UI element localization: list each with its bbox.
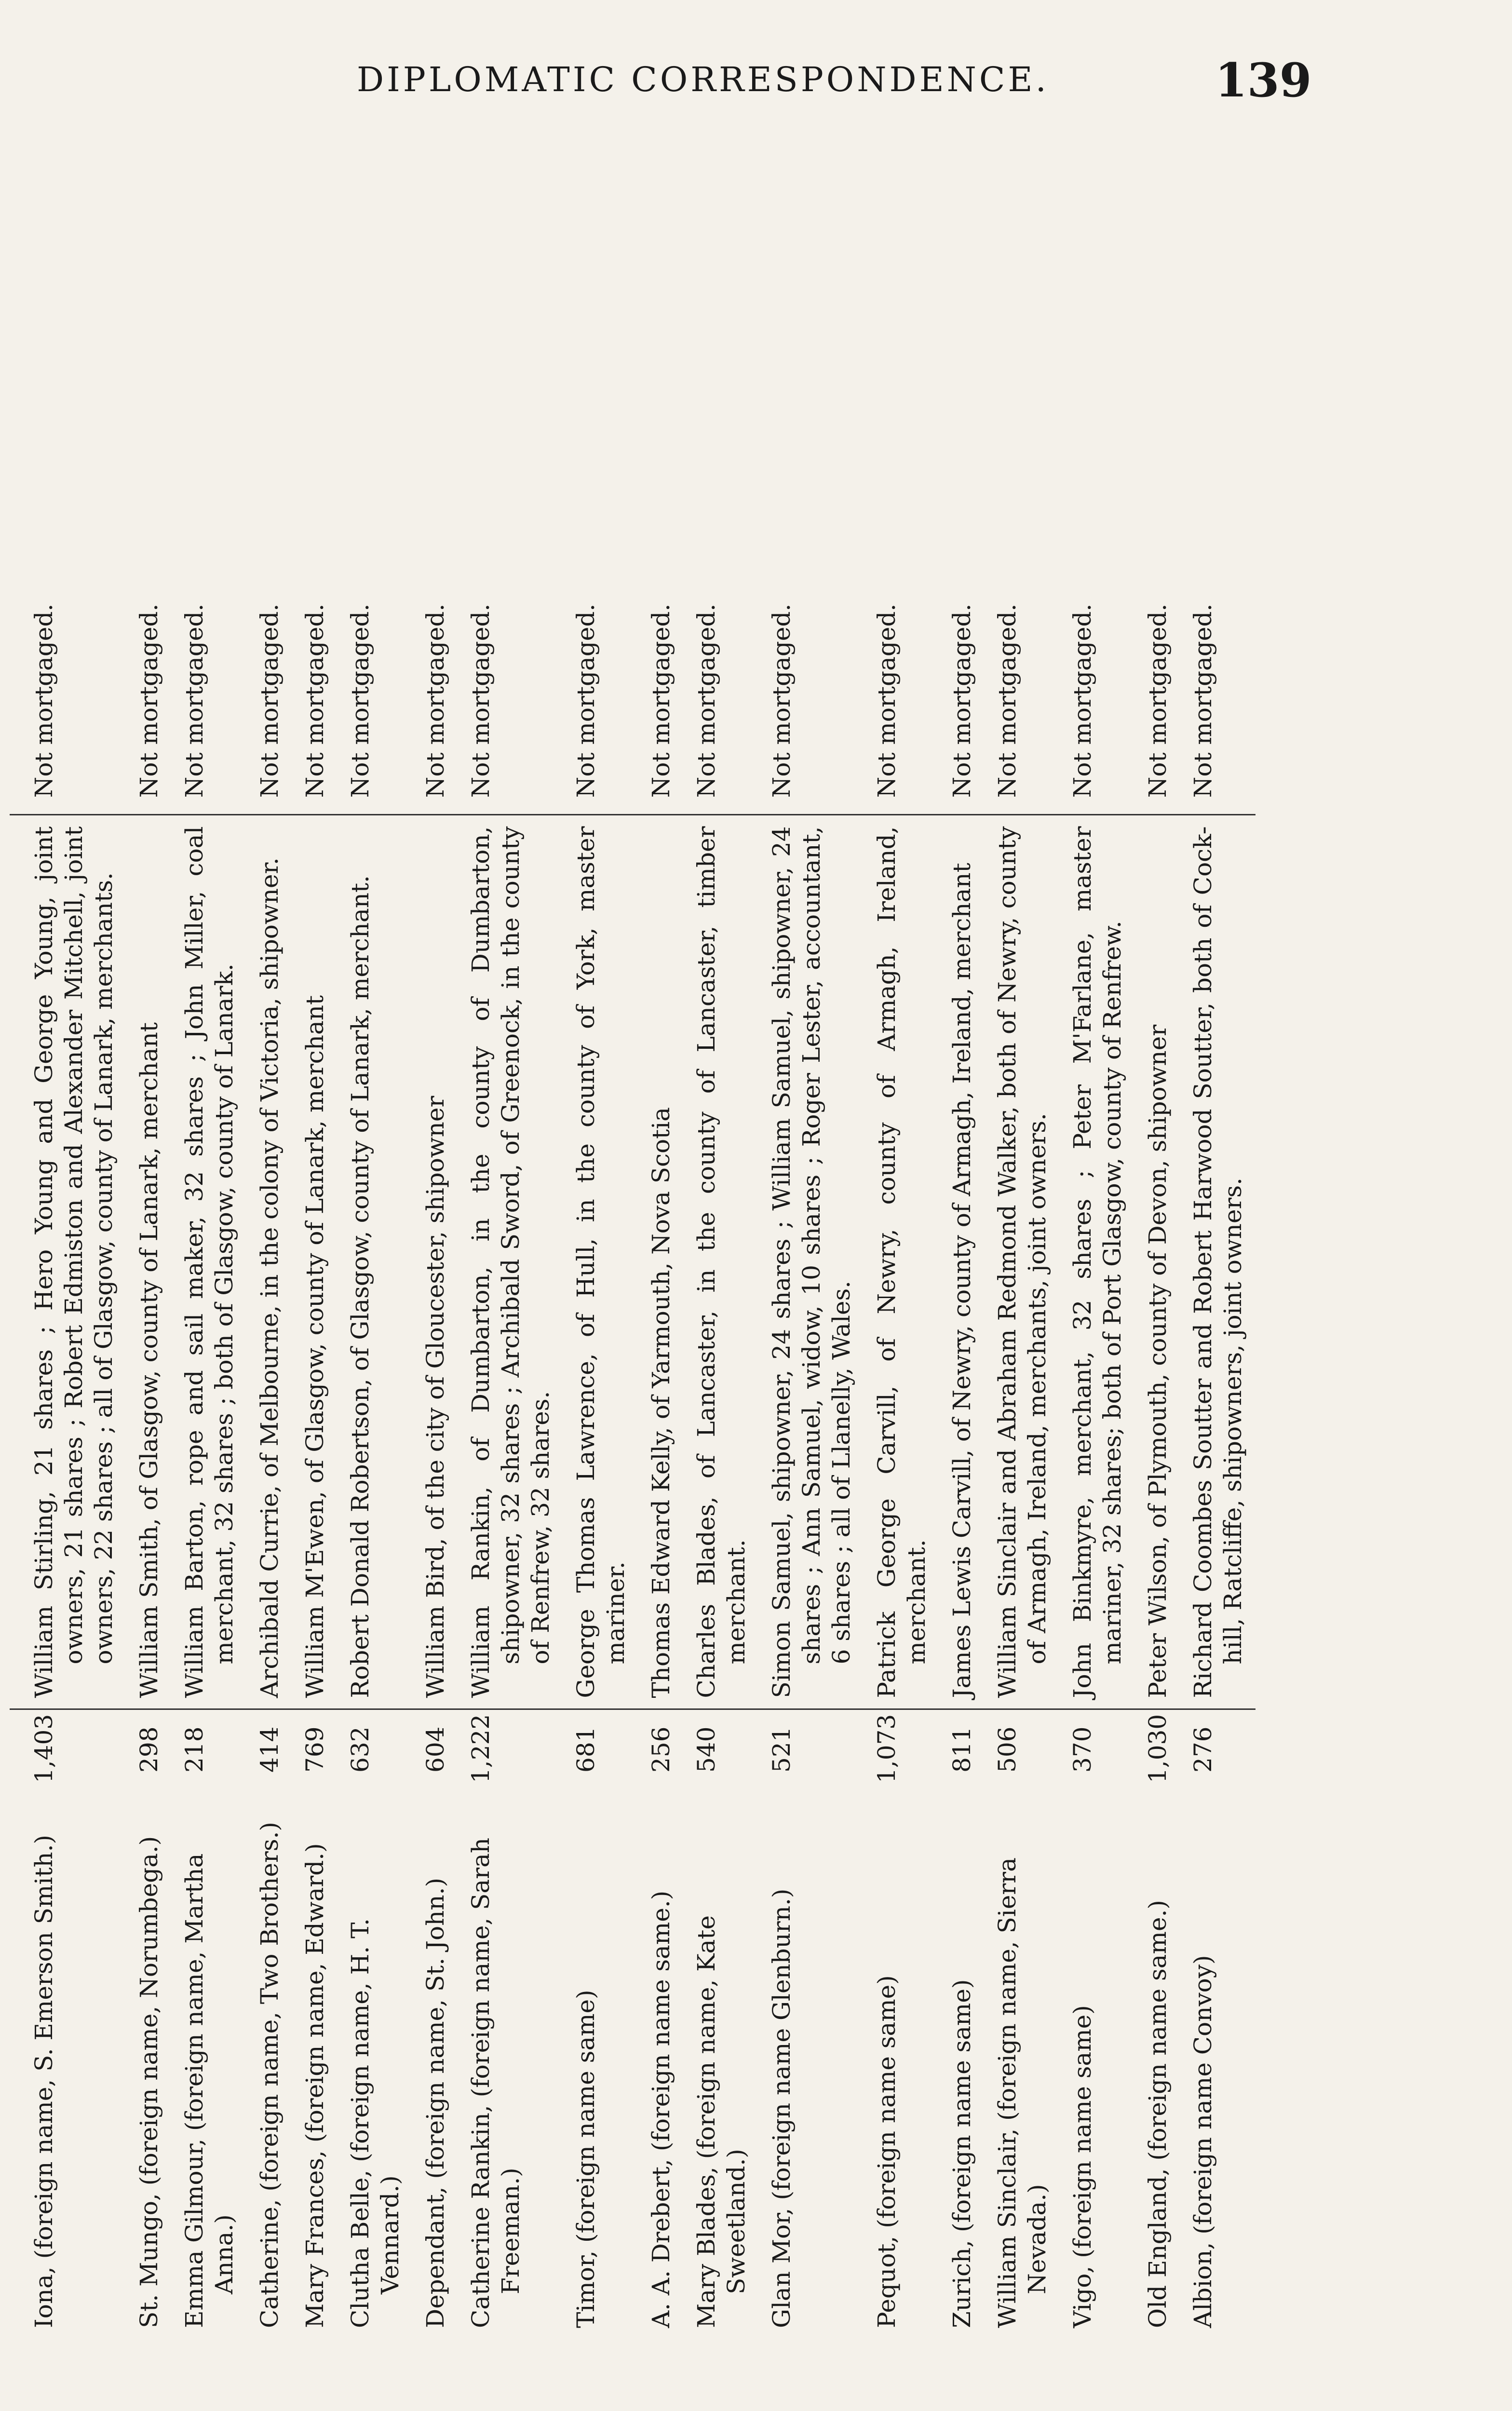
page-header xyxy=(0,53,1512,111)
table-row xyxy=(563,506,638,2339)
owners: Simon Samuel, shipowner, 24 shares ; William Samuel, shipowner, 24 shares ; Ann Samuel, widow, 10 shares ; Roger Lester, accountant, 6 shares ; all of Llanelly, Wales. xyxy=(768,826,855,1698)
owners-cell xyxy=(247,815,292,1709)
vessel-name-cell xyxy=(684,1794,759,2339)
table-row xyxy=(1180,506,1256,2339)
vessel-name-cell xyxy=(563,1794,638,2339)
tonnage: 414 xyxy=(256,1726,284,1773)
vessel-name-cell xyxy=(638,1794,684,2339)
vessel-name: Timor, (foreign name same) xyxy=(572,1990,600,2328)
vessel-name-cell xyxy=(172,1794,247,2339)
vessel-name: Dependant, (foreign name, St. John.) xyxy=(421,1878,449,2328)
vessel-name-cell xyxy=(338,1794,413,2339)
vessel-name: Old England, (foreign name same.) xyxy=(1144,1900,1172,2328)
owners: William Smith, of Glasgow, county of Lanark, merchant xyxy=(135,1022,163,1698)
owners: Thomas Edward Kelly, of Yarmouth, Nova Scotia xyxy=(647,1107,675,1698)
mortgage-status: Not mortgaged. xyxy=(421,603,449,798)
tonnage: 370 xyxy=(1068,1726,1096,1773)
owners-cell xyxy=(1135,815,1180,1709)
running-head: DIPLOMATIC CORRESPONDENCE. xyxy=(357,60,1049,99)
vessel-name-cell xyxy=(458,1794,563,2339)
mortgage-status: Not mortgaged. xyxy=(948,603,976,798)
table-row xyxy=(10,506,126,2339)
owners: John Binkmyre, merchant, 32 shares ; Peter M'Farlane, master mariner, 32 shares; both of Port Glasgow, county of Renfrew. xyxy=(1068,826,1126,1698)
tonnage: 769 xyxy=(301,1726,329,1773)
tonnage: 604 xyxy=(421,1726,449,1773)
owners-cell xyxy=(1060,815,1135,1709)
owners: James Lewis Carvill, of Newry, county of Armagh, Ireland, merchant xyxy=(948,863,976,1698)
vessel-name-cell xyxy=(292,1794,338,2339)
vessel-name: Zurich, (foreign name same) xyxy=(948,1979,976,2328)
owners: Peter Wilson, of Plymouth, county of Devon, shipowner xyxy=(1144,1024,1172,1698)
tonnage: 540 xyxy=(692,1726,720,1773)
vessel-name: Mary Frances, (foreign name, Edward.) xyxy=(301,1843,329,2328)
vessel-name-cell xyxy=(985,1794,1060,2339)
page-number: 139 xyxy=(1215,53,1312,108)
mortgage-status: Not mortgaged. xyxy=(572,603,600,798)
vessel-name: Catherine, (foreign name, Two Brothers.) xyxy=(256,1822,284,2328)
mortgage-status: Not mortgaged. xyxy=(873,603,901,798)
mortgage-status: Not mortgaged. xyxy=(692,603,720,798)
mortgage-status: Not mortgaged. xyxy=(256,603,284,798)
owners-cell xyxy=(759,815,864,1709)
vessel-name-cell xyxy=(1180,1794,1256,2339)
table-row xyxy=(413,506,458,2339)
owners: Archibald Currie, of Melbourne, in the colony of Victoria, shipowner. xyxy=(256,857,284,1698)
mortgage-status: Not mortgaged. xyxy=(346,603,374,798)
mortgage-status: Not mortgaged. xyxy=(30,603,58,798)
vessel-name: St. Mungo, (foreign name, Norumbega.) xyxy=(135,1836,163,2328)
owners-cell xyxy=(338,815,413,1709)
owners-cell xyxy=(413,815,458,1709)
vessel-name: Glan Mor, (foreign name Glenburn.) xyxy=(768,1888,796,2328)
mortgage-status: Not mortgaged. xyxy=(135,603,163,798)
owners-cell xyxy=(684,815,759,1709)
owners-cell xyxy=(126,815,172,1709)
owners: William Barton, rope and sail maker, 32 shares ; John Miller, coal merchant, 32 shares ; both of Glasgow, county of Lanark. xyxy=(180,826,238,1698)
vessel-name-cell xyxy=(759,1794,864,2339)
vessel-name: A. A. Drebert, (foreign name same.) xyxy=(647,1890,675,2328)
vessel-name-cell xyxy=(864,1794,939,2339)
tonnage: 1,403 xyxy=(30,1714,58,1783)
vessel-name: Pequot, (foreign name same) xyxy=(873,1975,901,2328)
owners: William Rankin, of Dumbarton, in the county of Dumbarton, shipowner, 32 shares ; Archibald Sword, of Greenock, in the county of Renfrew, 32 shares. xyxy=(467,826,554,1698)
owners-cell xyxy=(864,815,939,1709)
table-row xyxy=(684,506,759,2339)
owners-cell xyxy=(458,815,563,1709)
table-row xyxy=(985,506,1060,2339)
tonnage: 218 xyxy=(180,1726,208,1773)
owners: William Sinclair and Abraham Redmond Walker, both of Newry, county of Armagh, Ireland, merchants, joint owners. xyxy=(993,826,1051,1698)
tonnage: 298 xyxy=(135,1726,163,1773)
mortgage-status: Not mortgaged. xyxy=(467,603,495,798)
owners-cell xyxy=(1180,815,1256,1709)
owners-cell xyxy=(985,815,1060,1709)
tonnage: 681 xyxy=(572,1726,600,1773)
vessel-name: Emma Gilmour, (foreign name, Martha Anna.) xyxy=(180,1853,238,2328)
table-row xyxy=(247,506,292,2339)
vessel-name: Iona, (foreign name, S. Emerson Smith.) xyxy=(30,1834,58,2328)
owners: William M'Ewen, of Glasgow, county of Lanark, merchant xyxy=(301,995,329,1698)
table-row xyxy=(458,506,563,2339)
vessel-name-cell xyxy=(1135,1794,1180,2339)
table-row xyxy=(939,506,985,2339)
owners: Charles Blades, of Lancaster, in the county of Lancaster, timber merchant. xyxy=(692,826,750,1698)
tonnage: 1,030 xyxy=(1144,1714,1172,1783)
mortgage-status: Not mortgaged. xyxy=(180,603,208,798)
tonnage: 1,222 xyxy=(467,1714,495,1783)
owners: William Bird, of the city of Gloucester, shipowner xyxy=(421,1096,449,1698)
mortgage-status: Not mortgaged. xyxy=(647,603,675,798)
vessel-name-cell xyxy=(413,1794,458,2339)
owners: William Stirling, 21 shares ; Hero Young and George Young, joint owners, 21 shares ; Robert Edmiston and Alexander Mitchell, joint owners, 22 shares ; all of Glasgow, county of Lanark, merchants. xyxy=(30,826,118,1698)
mortgage-status: Not mortgaged. xyxy=(1144,603,1172,798)
vessel-name: Mary Blades, (foreign name, Kate Sweetland.) xyxy=(692,1915,750,2328)
owners: George Thomas Lawrence, of Hull, in the county of York, master mariner. xyxy=(572,826,630,1698)
tonnage: 256 xyxy=(647,1726,675,1773)
mortgage-status: Not mortgaged. xyxy=(301,603,329,798)
tonnage: 506 xyxy=(993,1726,1021,1773)
mortgage-status: Not mortgaged. xyxy=(993,603,1021,798)
table-row xyxy=(292,506,338,2339)
vessel-name-cell xyxy=(1060,1794,1135,2339)
table-row xyxy=(172,506,247,2339)
mortgage-status: Not mortgaged. xyxy=(768,603,796,798)
vessel-name: Clutha Belle, (foreign name, H. T. Vennard.) xyxy=(346,1918,404,2328)
owners: Robert Donald Robertson, of Glasgow, county of Lanark, merchant. xyxy=(346,875,374,1698)
owners-cell xyxy=(939,815,985,1709)
tonnage: 632 xyxy=(346,1726,374,1773)
table-row xyxy=(126,506,172,2339)
vessel-name-cell xyxy=(10,1794,126,2339)
owners-cell xyxy=(563,815,638,1709)
vessel-name: Vigo, (foreign name same) xyxy=(1068,2005,1096,2328)
vessel-name-cell xyxy=(126,1794,172,2339)
tonnage: 521 xyxy=(768,1726,796,1773)
mortgage-status: Not mortgaged. xyxy=(1068,603,1096,798)
vessel-name: Catherine Rankin, (foreign name, Sarah Freeman.) xyxy=(467,1837,525,2328)
tonnage: 1,073 xyxy=(873,1714,901,1783)
vessel-name-cell xyxy=(939,1794,985,2339)
vessel-register xyxy=(10,506,1311,2339)
owners-cell xyxy=(292,815,338,1709)
mortgage-status: Not mortgaged. xyxy=(1189,603,1217,798)
table-row xyxy=(1060,506,1135,2339)
owners: Richard Coombes Soutter and Robert Harwood Soutter, both of Cock-hill, Ratcliffe, shipowners, joint owners. xyxy=(1189,826,1247,1698)
tonnage: 276 xyxy=(1189,1726,1217,1773)
table-row xyxy=(864,506,939,2339)
table-row xyxy=(338,506,413,2339)
owners-cell xyxy=(172,815,247,1709)
table-row xyxy=(759,506,864,2339)
owners: Patrick George Carvill, of Newry, county of Armagh, Ireland, merchant. xyxy=(873,826,931,1698)
vessel-name-cell xyxy=(247,1794,292,2339)
vessel-name: William Sinclair, (foreign name, Sierra Nevada.) xyxy=(993,1857,1051,2328)
tonnage: 811 xyxy=(948,1726,976,1773)
owners-cell xyxy=(638,815,684,1709)
vessel-name: Albion, (foreign name Convoy) xyxy=(1189,1955,1217,2328)
owners-cell xyxy=(10,815,126,1709)
table-row xyxy=(1135,506,1180,2339)
vessel-table xyxy=(10,506,1256,2339)
table-row xyxy=(638,506,684,2339)
